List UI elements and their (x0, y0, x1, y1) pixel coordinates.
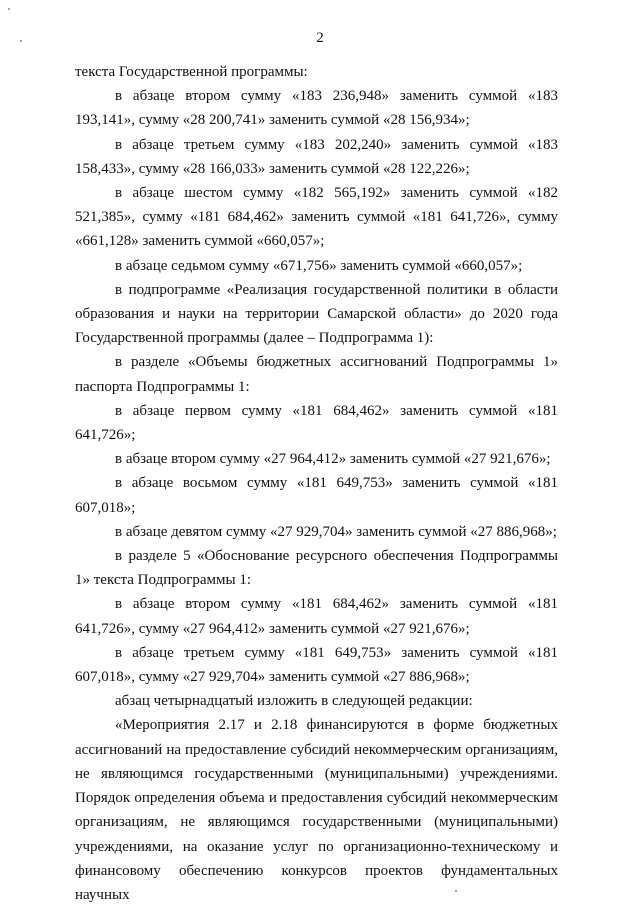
paragraph: «Мероприятия 2.17 и 2.18 финансируются в форме бюджетных ассигнований на предоставление субсидий некоммерческим организациям, не являющимся государственными (муниципальными) учреждениями. Порядок определения объема и предоставления субсидий некоммерческим организациям, не являющимся государственными (муниципальными) учреждениями, на оказание услуг по организационно-техническому и финансовому обеспечению конкурсов проектов фундаментальных научных (75, 717, 558, 903)
document-body (75, 60, 558, 907)
paragraph: в абзаце третьем сумму «183 202,240» заменить суммой «183 158,433», сумму «28 166,033» заменить суммой «28 122,226»; (75, 136, 558, 177)
paragraph: текста Государственной программы: (75, 64, 308, 80)
paragraph: в разделе «Объемы бюджетных ассигнований Подпрограммы 1» паспорта Подпрограммы 1: (75, 354, 558, 395)
paragraph: в абзаце шестом сумму «182 565,192» заменить суммой «182 521,385», сумму «181 684,462» заменить суммой «181 641,726», сумму «661,128» заменить суммой «660,057»; (75, 185, 558, 250)
paragraph: абзац четырнадцатый изложить в следующей редакции: (115, 693, 473, 710)
paragraph: в абзаце девятом сумму «27 929,704» заменить суммой «27 886,968»; (115, 523, 557, 540)
paragraph: в абзаце восьмом сумму «181 649,753» заменить суммой «181 607,018»; (75, 475, 558, 516)
page-number: 2 (316, 30, 324, 46)
scan-speck (8, 8, 10, 10)
paragraph: в абзаце втором сумму «183 236,948» заменить суммой «183 193,141», сумму «28 200,741» заменить суммой «28 156,934»; (75, 88, 558, 129)
paragraph: в абзаце третьем сумму «181 649,753» заменить суммой «181 607,018», сумму «27 929,704» заменить суммой «27 886,968»; (75, 644, 558, 686)
paragraph: в абзаце втором сумму «27 964,412» заменить суммой «27 921,676»; (115, 451, 551, 468)
paragraph: в абзаце седьмом сумму «671,756» заменить суммой «660,057»; (115, 257, 523, 274)
paragraph: в абзаце первом сумму «181 684,462» заменить суммой «181 641,726»; (75, 402, 558, 444)
paragraph: в подпрограмме «Реализация государственной политики в области образования и науки на территории Самарской области» до 2020 года Государственной программы (далее – Подпрограмма 1): (75, 281, 558, 347)
paragraph: в абзаце втором сумму «181 684,462» заменить суммой «181 641,726», сумму «27 964,412» заменить суммой «27 921,676»; (75, 596, 558, 637)
paragraph: в разделе 5 «Обоснование ресурсного обеспечения Подпрограммы 1» текста Подпрограммы 1: (75, 548, 558, 589)
